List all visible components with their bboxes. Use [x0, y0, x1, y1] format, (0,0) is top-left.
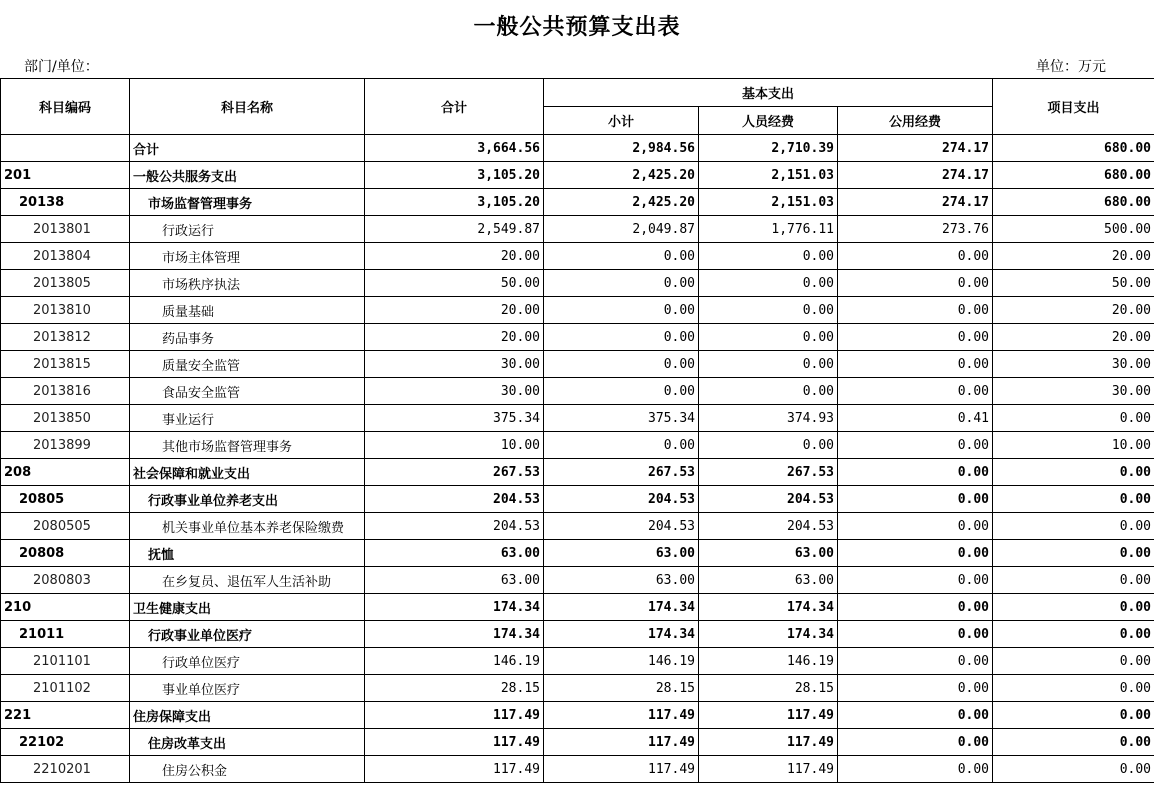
- cell-total: 10.00: [365, 432, 544, 459]
- cell-project: 0.00: [993, 675, 1154, 702]
- cell-name: 社会保障和就业支出: [130, 459, 365, 486]
- cell-public: 0.00: [838, 675, 993, 702]
- cell-subtotal: 204.53: [544, 513, 699, 540]
- cell-code: 2013805: [1, 270, 130, 297]
- cell-public: 0.41: [838, 405, 993, 432]
- cell-name: 质量基础: [130, 297, 365, 324]
- table-row: [1, 135, 1154, 162]
- cell-total: 204.53: [365, 513, 544, 540]
- table-row: [1, 243, 1154, 270]
- cell-name: 住房保障支出: [130, 702, 365, 729]
- header-public: 公用经费: [838, 107, 993, 135]
- cell-code: 2013899: [1, 432, 130, 459]
- cell-subtotal: 0.00: [544, 378, 699, 405]
- cell-name: 行政运行: [130, 216, 365, 243]
- cell-project: 0.00: [993, 648, 1154, 675]
- cell-name: 卫生健康支出: [130, 594, 365, 621]
- cell-subtotal: 0.00: [544, 297, 699, 324]
- cell-code: 210: [1, 594, 130, 621]
- cell-personnel: 2,151.03: [699, 189, 838, 216]
- cell-name: 市场秩序执法: [130, 270, 365, 297]
- table-row: [1, 459, 1154, 486]
- cell-subtotal: 117.49: [544, 756, 699, 783]
- cell-subtotal: 146.19: [544, 648, 699, 675]
- cell-code: 2210201: [1, 756, 130, 783]
- cell-personnel: 117.49: [699, 729, 838, 756]
- cell-subtotal: 267.53: [544, 459, 699, 486]
- page-title: 一般公共预算支出表: [473, 14, 681, 40]
- cell-total: 20.00: [365, 297, 544, 324]
- cell-total: 174.34: [365, 621, 544, 648]
- cell-public: 0.00: [838, 486, 993, 513]
- cell-code: 201: [1, 162, 130, 189]
- cell-subtotal: 174.34: [544, 621, 699, 648]
- cell-public: 0.00: [838, 378, 993, 405]
- cell-personnel: 0.00: [699, 351, 838, 378]
- cell-name: 行政事业单位养老支出: [130, 486, 365, 513]
- cell-project: 0.00: [993, 594, 1154, 621]
- cell-public: 0.00: [838, 540, 993, 567]
- cell-code: [1, 135, 130, 162]
- cell-code: 2080505: [1, 513, 130, 540]
- cell-project: 0.00: [993, 513, 1154, 540]
- cell-project: 0.00: [993, 567, 1154, 594]
- cell-personnel: 204.53: [699, 513, 838, 540]
- table-row: [1, 378, 1154, 405]
- cell-code: 22102: [1, 729, 130, 756]
- cell-project: 0.00: [993, 459, 1154, 486]
- unit-label: 单位：万元: [1036, 59, 1106, 75]
- cell-project: 50.00: [993, 270, 1154, 297]
- table-row: [1, 432, 1154, 459]
- cell-subtotal: 2,425.20: [544, 162, 699, 189]
- cell-personnel: 117.49: [699, 756, 838, 783]
- table-row: [1, 162, 1154, 189]
- cell-total: 20.00: [365, 324, 544, 351]
- cell-code: 2013815: [1, 351, 130, 378]
- department-label: 部门/单位：: [24, 59, 99, 75]
- table-row: [1, 540, 1154, 567]
- cell-subtotal: 63.00: [544, 567, 699, 594]
- table-row: [1, 324, 1154, 351]
- cell-public: 0.00: [838, 756, 993, 783]
- cell-project: 680.00: [993, 162, 1154, 189]
- cell-public: 0.00: [838, 729, 993, 756]
- cell-total: 30.00: [365, 351, 544, 378]
- cell-public: 0.00: [838, 459, 993, 486]
- cell-public: 0.00: [838, 351, 993, 378]
- cell-total: 63.00: [365, 540, 544, 567]
- cell-project: 500.00: [993, 216, 1154, 243]
- cell-total: 3,664.56: [365, 135, 544, 162]
- table-row: [1, 594, 1154, 621]
- cell-code: 2013810: [1, 297, 130, 324]
- cell-subtotal: 28.15: [544, 675, 699, 702]
- cell-name: 合计: [130, 135, 365, 162]
- table-row: [1, 189, 1154, 216]
- cell-total: 28.15: [365, 675, 544, 702]
- cell-total: 63.00: [365, 567, 544, 594]
- cell-personnel: 0.00: [699, 270, 838, 297]
- cell-personnel: 374.93: [699, 405, 838, 432]
- cell-public: 274.17: [838, 135, 993, 162]
- cell-personnel: 1,776.11: [699, 216, 838, 243]
- cell-total: 117.49: [365, 756, 544, 783]
- cell-public: 0.00: [838, 270, 993, 297]
- cell-name: 住房公积金: [130, 756, 365, 783]
- cell-personnel: 204.53: [699, 486, 838, 513]
- header-name: 科目名称: [130, 79, 365, 135]
- cell-name: 机关事业单位基本养老保险缴费: [130, 513, 365, 540]
- table-row: [1, 216, 1154, 243]
- cell-personnel: 63.00: [699, 567, 838, 594]
- cell-personnel: 0.00: [699, 297, 838, 324]
- cell-name: 事业单位医疗: [130, 675, 365, 702]
- cell-subtotal: 375.34: [544, 405, 699, 432]
- table-body: [1, 135, 1154, 783]
- table-row: [1, 675, 1154, 702]
- cell-code: 208: [1, 459, 130, 486]
- header-total: 合计: [365, 79, 544, 135]
- cell-subtotal: 2,049.87: [544, 216, 699, 243]
- header-personnel: 人员经费: [699, 107, 838, 135]
- table-row: [1, 486, 1154, 513]
- cell-total: 117.49: [365, 702, 544, 729]
- cell-project: 30.00: [993, 351, 1154, 378]
- table-row: [1, 729, 1154, 756]
- cell-public: 274.17: [838, 189, 993, 216]
- cell-total: 20.00: [365, 243, 544, 270]
- cell-personnel: 0.00: [699, 432, 838, 459]
- cell-code: 2013801: [1, 216, 130, 243]
- table-row: [1, 567, 1154, 594]
- cell-project: 0.00: [993, 729, 1154, 756]
- table-row: [1, 405, 1154, 432]
- cell-subtotal: 204.53: [544, 486, 699, 513]
- cell-code: 2101101: [1, 648, 130, 675]
- cell-project: 0.00: [993, 621, 1154, 648]
- cell-subtotal: 0.00: [544, 270, 699, 297]
- cell-public: 0.00: [838, 243, 993, 270]
- cell-total: 174.34: [365, 594, 544, 621]
- cell-project: 30.00: [993, 378, 1154, 405]
- cell-subtotal: 63.00: [544, 540, 699, 567]
- cell-name: 行政单位医疗: [130, 648, 365, 675]
- cell-subtotal: 2,984.56: [544, 135, 699, 162]
- cell-code: 2013812: [1, 324, 130, 351]
- cell-personnel: 2,151.03: [699, 162, 838, 189]
- cell-code: 2013850: [1, 405, 130, 432]
- cell-total: 146.19: [365, 648, 544, 675]
- cell-subtotal: 117.49: [544, 702, 699, 729]
- table-row: [1, 702, 1154, 729]
- cell-total: 2,549.87: [365, 216, 544, 243]
- cell-name: 一般公共服务支出: [130, 162, 365, 189]
- cell-personnel: 267.53: [699, 459, 838, 486]
- cell-name: 药品事务: [130, 324, 365, 351]
- cell-name: 抚恤: [130, 540, 365, 567]
- cell-code: 2013804: [1, 243, 130, 270]
- table-row: [1, 513, 1154, 540]
- cell-personnel: 0.00: [699, 243, 838, 270]
- cell-project: 680.00: [993, 189, 1154, 216]
- cell-code: 221: [1, 702, 130, 729]
- cell-code: 2080803: [1, 567, 130, 594]
- cell-public: 274.17: [838, 162, 993, 189]
- cell-name: 市场监督管理事务: [130, 189, 365, 216]
- cell-project: 0.00: [993, 756, 1154, 783]
- cell-project: 0.00: [993, 540, 1154, 567]
- cell-subtotal: 0.00: [544, 432, 699, 459]
- cell-public: 0.00: [838, 513, 993, 540]
- cell-subtotal: 2,425.20: [544, 189, 699, 216]
- cell-total: 267.53: [365, 459, 544, 486]
- header-code: 科目编码: [1, 79, 130, 135]
- cell-name: 其他市场监督管理事务: [130, 432, 365, 459]
- cell-name: 食品安全监管: [130, 378, 365, 405]
- cell-public: 0.00: [838, 324, 993, 351]
- cell-code: 2101102: [1, 675, 130, 702]
- cell-personnel: 0.00: [699, 324, 838, 351]
- cell-total: 50.00: [365, 270, 544, 297]
- cell-personnel: 117.49: [699, 702, 838, 729]
- cell-subtotal: 174.34: [544, 594, 699, 621]
- cell-public: 0.00: [838, 432, 993, 459]
- table-row: [1, 297, 1154, 324]
- cell-public: 0.00: [838, 702, 993, 729]
- cell-name: 行政事业单位医疗: [130, 621, 365, 648]
- cell-public: 0.00: [838, 621, 993, 648]
- header-basic: 基本支出: [544, 79, 993, 107]
- cell-project: 0.00: [993, 405, 1154, 432]
- cell-code: 20805: [1, 486, 130, 513]
- cell-name: 在乡复员、退伍军人生活补助: [130, 567, 365, 594]
- cell-total: 3,105.20: [365, 162, 544, 189]
- cell-project: 20.00: [993, 324, 1154, 351]
- table-row: [1, 270, 1154, 297]
- cell-total: 375.34: [365, 405, 544, 432]
- cell-personnel: 0.00: [699, 378, 838, 405]
- header-project: 项目支出: [993, 79, 1154, 135]
- cell-personnel: 28.15: [699, 675, 838, 702]
- cell-code: 20808: [1, 540, 130, 567]
- cell-subtotal: 0.00: [544, 324, 699, 351]
- cell-project: 0.00: [993, 702, 1154, 729]
- cell-name: 事业运行: [130, 405, 365, 432]
- cell-public: 0.00: [838, 567, 993, 594]
- cell-total: 204.53: [365, 486, 544, 513]
- table-row: [1, 621, 1154, 648]
- cell-personnel: 174.34: [699, 621, 838, 648]
- cell-project: 20.00: [993, 297, 1154, 324]
- table-row: [1, 351, 1154, 378]
- cell-total: 3,105.20: [365, 189, 544, 216]
- cell-total: 117.49: [365, 729, 544, 756]
- table-row: [1, 648, 1154, 675]
- cell-code: 21011: [1, 621, 130, 648]
- cell-project: 10.00: [993, 432, 1154, 459]
- cell-public: 0.00: [838, 648, 993, 675]
- cell-subtotal: 0.00: [544, 351, 699, 378]
- budget-table: [0, 78, 1154, 783]
- cell-personnel: 174.34: [699, 594, 838, 621]
- cell-project: 680.00: [993, 135, 1154, 162]
- cell-subtotal: 117.49: [544, 729, 699, 756]
- cell-personnel: 146.19: [699, 648, 838, 675]
- cell-public: 0.00: [838, 297, 993, 324]
- cell-public: 0.00: [838, 594, 993, 621]
- header-subtotal: 小计: [544, 107, 699, 135]
- cell-name: 质量安全监管: [130, 351, 365, 378]
- cell-name: 住房改革支出: [130, 729, 365, 756]
- cell-personnel: 2,710.39: [699, 135, 838, 162]
- cell-total: 30.00: [365, 378, 544, 405]
- cell-project: 20.00: [993, 243, 1154, 270]
- cell-code: 20138: [1, 189, 130, 216]
- cell-public: 273.76: [838, 216, 993, 243]
- cell-name: 市场主体管理: [130, 243, 365, 270]
- cell-code: 2013816: [1, 378, 130, 405]
- cell-project: 0.00: [993, 486, 1154, 513]
- table-row: [1, 756, 1154, 783]
- cell-subtotal: 0.00: [544, 243, 699, 270]
- cell-personnel: 63.00: [699, 540, 838, 567]
